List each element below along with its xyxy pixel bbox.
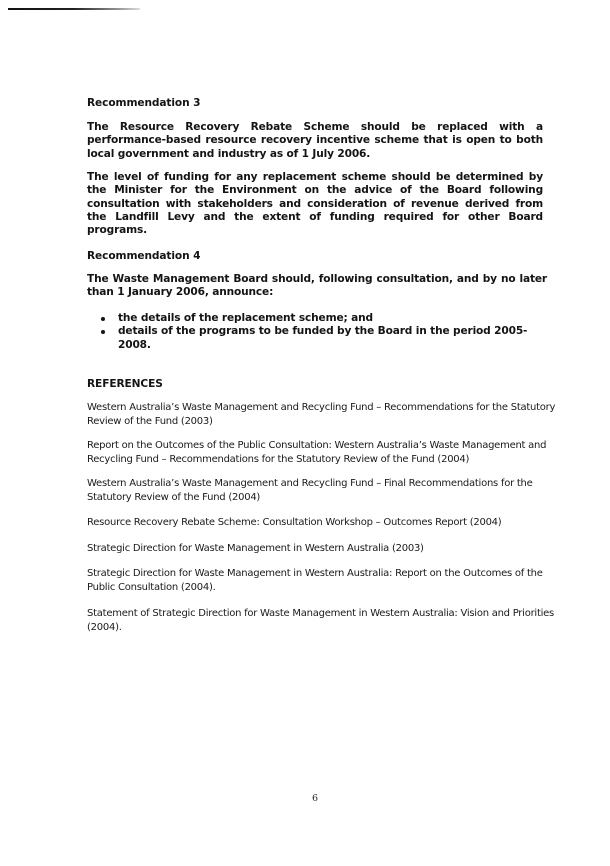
reference-item: Strategic Direction for Waste Management in Western Australia (2003) xyxy=(87,543,424,554)
bullet-icon xyxy=(101,330,105,334)
bullet-icon xyxy=(101,317,105,321)
recommendation-4-heading: Recommendation 4 xyxy=(87,250,201,262)
recommendation-4-bullet-list xyxy=(99,312,543,352)
page-number: 6 xyxy=(312,793,319,804)
reference-item: Western Australia’s Waste Management and Recycling Fund – Final Recommendations for the Statutory Review of the Fund (2004) xyxy=(87,478,533,503)
recommendation-4-paragraph: The Waste Management Board should, following consultation, and by no later than 1 January 2006, announce: xyxy=(87,273,547,299)
reference-item: Strategic Direction for Waste Management in Western Australia: Report on the Outcomes of the Public Consultation (2004). xyxy=(87,568,543,593)
bullet-item: details of the programs to be funded by the Board in the period 2005-2008. xyxy=(99,325,543,352)
reference-item: Statement of Strategic Direction for Waste Management in Western Australia: Vision and Priorities (2004). xyxy=(87,608,555,633)
recommendation-3-heading: Recommendation 3 xyxy=(87,97,201,109)
recommendation-3-paragraph-1: The Resource Recovery Rebate Scheme should be replaced with a performance-based resource recovery incentive scheme that is open to both local government and industry as of 1 July 2006. xyxy=(87,121,543,160)
header-rule xyxy=(8,8,140,10)
reference-item: Report on the Outcomes of the Public Consultation: Western Australia’s Waste Management and Recycling Fund – Recommendations for the Statutory Review of the Fund (2004) xyxy=(87,440,547,465)
reference-item: Resource Recovery Rebate Scheme: Consultation Workshop – Outcomes Report (2004) xyxy=(87,517,502,528)
bullet-item: the details of the replacement scheme; and xyxy=(99,312,543,325)
references-heading: REFERENCES xyxy=(87,378,163,390)
reference-item: Western Australia’s Waste Management and Recycling Fund – Recommendations for the Statutory Review of the Fund (2003) xyxy=(87,402,556,427)
recommendation-3-paragraph-2: The level of funding for any replacement scheme should be determined by the Minister for the Environment on the advice of the Board following consultation with stakeholders and consideration of revenue derived from the Landfill Levy and the extent of funding required for other Board programs. xyxy=(87,171,543,237)
